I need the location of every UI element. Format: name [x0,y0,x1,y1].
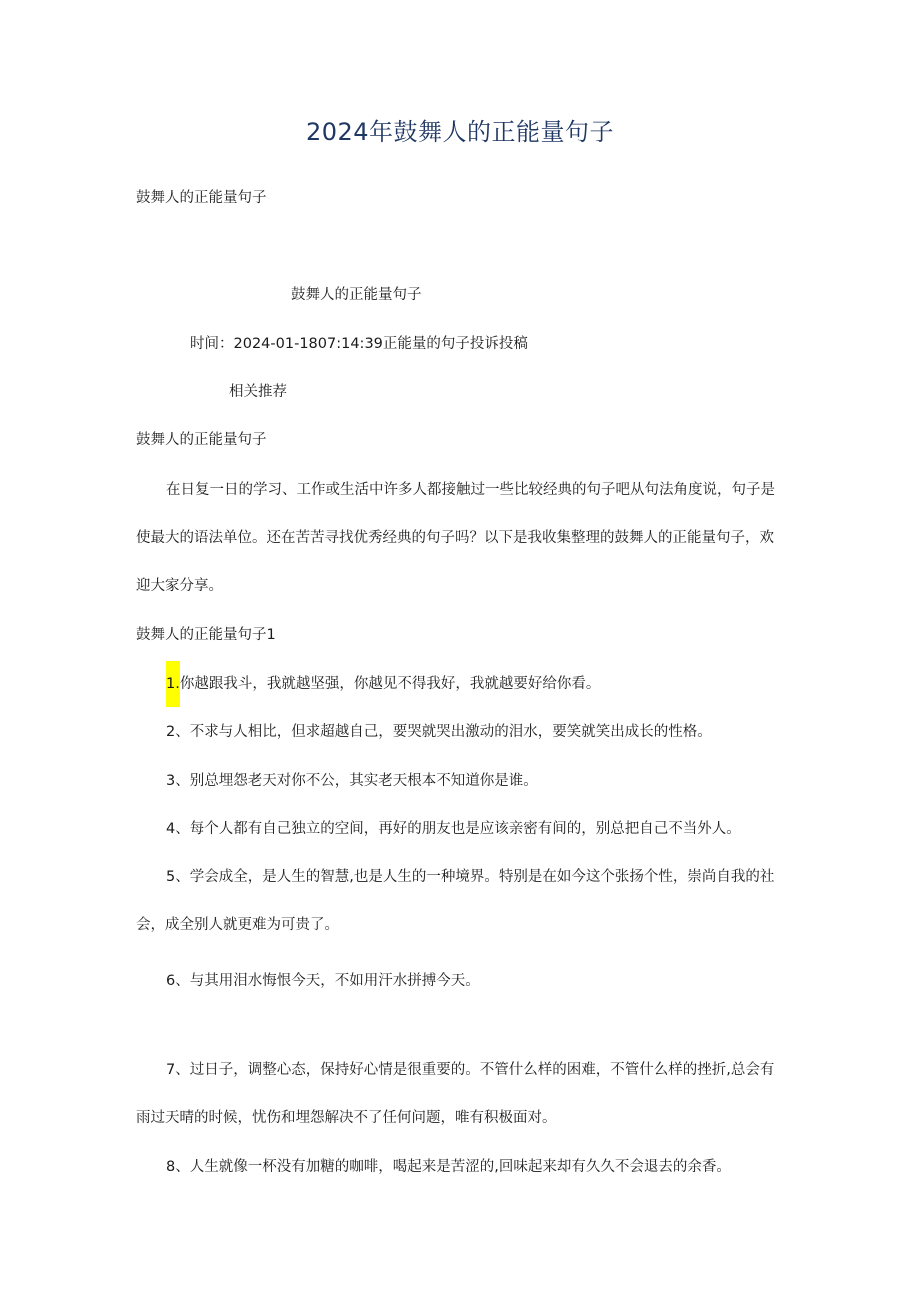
list-item: 3、别总埋怨老天对你不公，其实老天根本不知道你是谁。 [166,773,538,789]
list-item: 2、不求与人相比，但求超越自己，要哭就哭出激动的泪水，要笑就笑出成长的性格。 [166,724,712,740]
section-heading: 鼓舞人的正能量句子 [136,432,267,448]
list-item: 7、过日子，调整心态，保持好心情是很重要的。不管什么样的困难，不管什么样的挫折,总会有 [166,1062,775,1078]
subtitle-text: 鼓舞人的正能量句子 [136,190,267,206]
intro-line: 在日复一日的学习、工作或生活中许多人都接触过一些比较经典的句子吧从句法角度说，句子是 [166,482,775,498]
centered-heading: 鼓舞人的正能量句子 [291,287,422,303]
list-heading: 鼓舞人的正能量句子1 [136,627,276,643]
list-item-continuation: 会，成全别人就更难为可贵了。 [136,917,339,933]
list-item [166,673,600,695]
intro-line: 迎大家分享。 [136,578,223,594]
list-item: 4、每个人都有自己独立的空间，再好的朋友也是应该亲密有间的，别总把自己不当外人。 [166,821,741,837]
list-item: 6、与其用泪水悔恨今天，不如用汗水拼搏今天。 [166,973,480,989]
list-item-text: 你越跟我斗，我就越坚强，你越见不得我好，我就越要好给你看。 [179,676,601,692]
intro-line: 使最大的语法单位。还在苦苦寻找优秀经典的句子吗？以下是我收集整理的鼓舞人的正能量句子，欢 [136,530,774,546]
list-item-continuation: 雨过天晴的时候，忧伤和埋怨解决不了任何问题，唯有积极面对。 [136,1110,557,1126]
related-label: 相关推荐 [229,384,287,400]
list-item: 8、人生就像一杯没有加糖的咖啡，喝起来是苦涩的,回味起来却有久久不会退去的余香。 [166,1159,731,1175]
list-item: 5、学会成全，是人生的智慧,也是人生的一种境界。特别是在如今这个张扬个性，崇尚自我的社 [166,869,775,885]
document-title: 2024年鼓舞人的正能量句子 [305,118,615,146]
meta-line: 时间：2024-01-1807:14:39正能量的句子投诉投稿 [190,336,528,352]
highlighted-number: 1. [166,661,180,707]
